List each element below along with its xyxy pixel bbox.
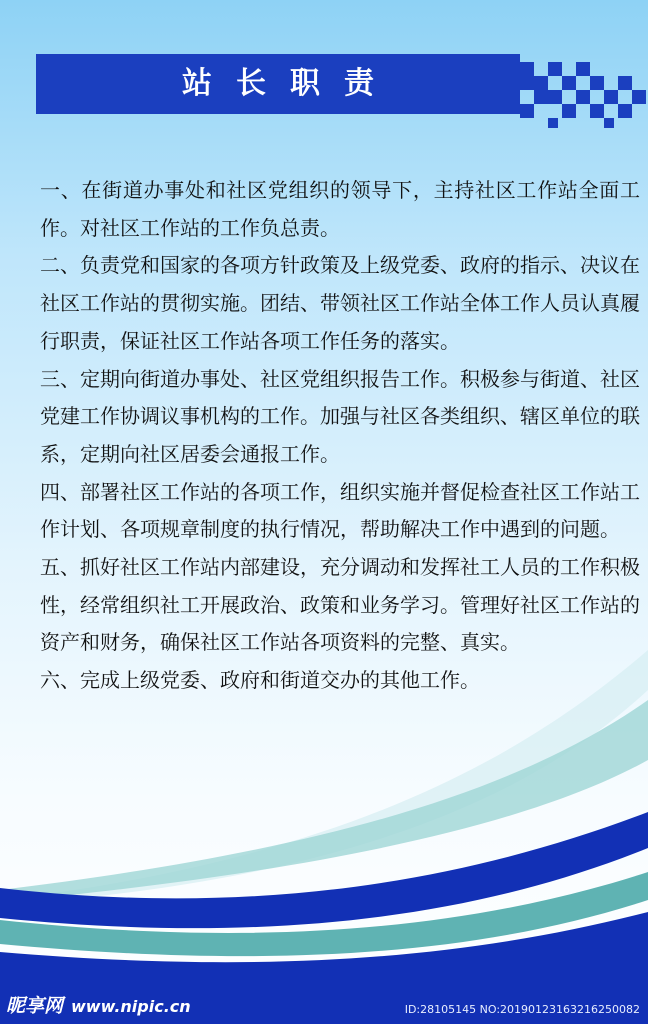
watermark-logo-text: 昵享网: [6, 995, 64, 1017]
duty-paragraph-3: 三、定期向街道办事处、社区党组织报告工作。积极参与街道、社区党建工作协调议事机构的工作。加强与社区各类组织、辖区单位的联系，定期向社区居委会通报工作。: [40, 366, 640, 466]
watermark-url: www.nipic.cn: [71, 997, 191, 1016]
duty-paragraph-2: 二、负责党和国家的各项方针政策及上级党委、政府的指示、决议在社区工作站的贯彻实施。团结、带领社区工作站全体工作人员认真履行职责，保证社区工作站各项工作任务的落实。: [40, 253, 640, 353]
duty-paragraph-5: 五、抓好社区工作站内部建设，充分调动和发挥社工人员的工作积极性，经常组织社工开展政治、政策和业务学习。管理好社区工作站的资产和财务，确保社区工作站各项资料的完整、真实。: [40, 555, 640, 655]
duty-paragraph-1: 一、在街道办事处和社区党组织的领导下，主持社区工作站全面工作。对社区工作站的工作负总责。: [40, 178, 640, 240]
duty-paragraph-6: 六、完成上级党委、政府和街道交办的其他工作。: [40, 668, 480, 693]
duty-text: [40, 172, 640, 700]
page-title: 站长职责: [182, 66, 398, 101]
watermark-id: ID:28105145 NO:20190123163216250082: [404, 1003, 640, 1016]
duty-paragraph-4: 四、部署社区工作站的各项工作，组织实施并督促检查社区工作站工作计划、各项规章制度的执行情况，帮助解决工作中遇到的问题。: [40, 479, 640, 542]
pixel-decoration: [0, 0, 648, 130]
watermark-brand: [6, 991, 191, 1018]
